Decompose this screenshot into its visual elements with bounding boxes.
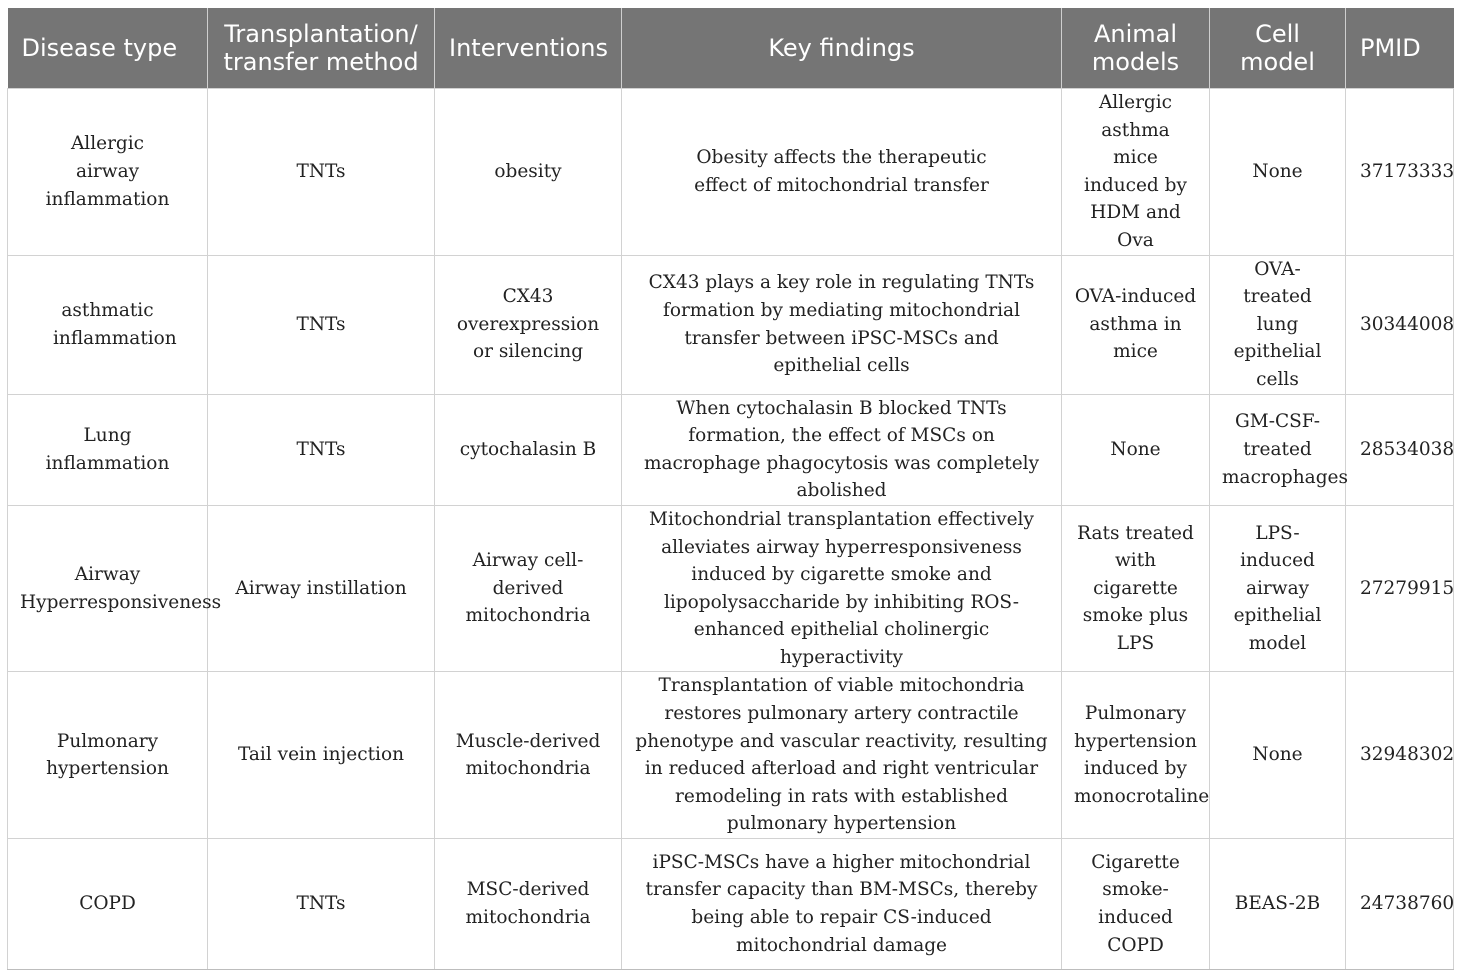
- header-transfer-method: Transplantation/ transfer method: [208, 8, 435, 89]
- cell-transfer-method: Tail vein injection: [208, 672, 435, 839]
- cell-intervention: obesity: [435, 89, 622, 256]
- cell-cell-model: GM-CSF-treated macrophages: [1210, 394, 1346, 505]
- cell-key-findings: iPSC-MSCs have a higher mitochondrial transfer capacity than BM-MSCs, thereby being able to repair CS-induced mitochondrial damage: [622, 839, 1062, 970]
- cell-key-findings: When cytochalasin B blocked TNTs formation, the effect of MSCs on macrophage phagocytosis was completely abolished: [622, 394, 1062, 505]
- cell-animal-model: Allergic asthma mice induced by HDM and Ova: [1062, 89, 1210, 256]
- cell-animal-model: Pulmonary hypertension induced by monocrotaline: [1062, 672, 1210, 839]
- cell-intervention: cytochalasin B: [435, 394, 622, 505]
- cell-key-findings: Obesity affects the therapeutic effect of mitochondrial transfer: [622, 89, 1062, 256]
- cell-disease-type: Lung inflammation: [8, 394, 208, 505]
- cell-pmid: 27279915: [1346, 505, 1454, 672]
- cell-transfer-method: TNTs: [208, 394, 435, 505]
- table-row: [8, 505, 1454, 672]
- cell-transfer-method: TNTs: [208, 89, 435, 256]
- table-body: [8, 89, 1454, 970]
- header-pmid: PMID: [1346, 8, 1454, 89]
- cell-pmid: 28534038: [1346, 394, 1454, 505]
- cell-animal-model: Cigarette smoke-induced COPD: [1062, 839, 1210, 970]
- table-row: [8, 839, 1454, 970]
- cell-cell-model: BEAS-2B: [1210, 839, 1346, 970]
- cell-key-findings: CX43 plays a key role in regulating TNTs formation by mediating mitochondrial transfer between iPSC-MSCs and epithelial cells: [622, 255, 1062, 394]
- table-row: [8, 672, 1454, 839]
- cell-intervention: CX43 overexpression or silencing: [435, 255, 622, 394]
- cell-cell-model: LPS-induced airway epithelial model: [1210, 505, 1346, 672]
- cell-animal-model: None: [1062, 394, 1210, 505]
- cell-animal-model: Rats treated with cigarette smoke plus LPS: [1062, 505, 1210, 672]
- cell-intervention: MSC-derived mitochondria: [435, 839, 622, 970]
- header-disease-type: Disease type: [8, 8, 208, 89]
- table-row: [8, 89, 1454, 256]
- header-interventions: Interventions: [435, 8, 622, 89]
- header-cell-model: Cell model: [1210, 8, 1346, 89]
- table-header: [8, 8, 1454, 89]
- cell-key-findings: Mitochondrial transplantation effectively alleviates airway hyperresponsiveness induced by cigarette smoke and lipopolysaccharide by inhibiting ROS-enhanced epithelial cholinergic hyperactivity: [622, 505, 1062, 672]
- cell-disease-type: Pulmonary hypertension: [8, 672, 208, 839]
- cell-cell-model: None: [1210, 89, 1346, 256]
- table-row: [8, 255, 1454, 394]
- table-container: [7, 8, 1453, 970]
- cell-cell-model: None: [1210, 672, 1346, 839]
- header-animal-models: Animal models: [1062, 8, 1210, 89]
- cell-pmid: 37173333: [1346, 89, 1454, 256]
- data-table: [7, 8, 1454, 970]
- cell-transfer-method: Airway instillation: [208, 505, 435, 672]
- header-key-findings: Key findings: [622, 8, 1062, 89]
- cell-pmid: 30344008: [1346, 255, 1454, 394]
- cell-disease-type: Airway Hyperresponsiveness: [8, 505, 208, 672]
- cell-key-findings: Transplantation of viable mitochondria restores pulmonary artery contractile phenotype and vascular reactivity, resulting in reduced afterload and right ventricular remodeling in rats with established pulmonary hypertension: [622, 672, 1062, 839]
- cell-transfer-method: TNTs: [208, 839, 435, 970]
- cell-disease-type: COPD: [8, 839, 208, 970]
- cell-intervention: Airway cell-derived mitochondria: [435, 505, 622, 672]
- cell-disease-type: Allergic airway inflammation: [8, 89, 208, 256]
- cell-intervention: Muscle-derived mitochondria: [435, 672, 622, 839]
- cell-animal-model: OVA-induced asthma in mice: [1062, 255, 1210, 394]
- table-row: [8, 394, 1454, 505]
- header-row: [8, 8, 1454, 89]
- cell-transfer-method: TNTs: [208, 255, 435, 394]
- cell-pmid: 24738760: [1346, 839, 1454, 970]
- cell-disease-type: asthmatic inflammation: [8, 255, 208, 394]
- cell-pmid: 32948302: [1346, 672, 1454, 839]
- cell-cell-model: OVA-treated lung epithelial cells: [1210, 255, 1346, 394]
